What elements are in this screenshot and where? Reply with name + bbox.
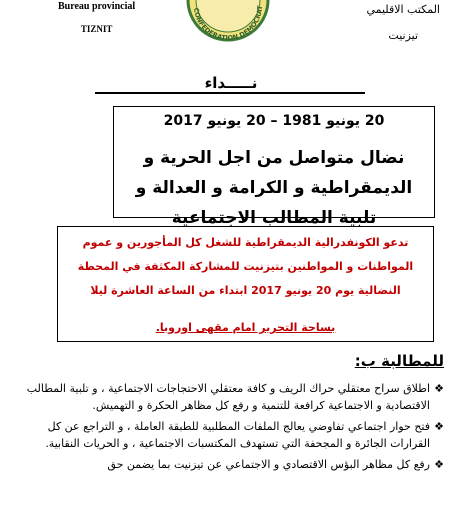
- city-name-latin: TIZNIT: [80, 24, 113, 34]
- call-title: نـــــداء: [204, 74, 258, 92]
- venue-text: بساحة التحرير امام مقهى اوروبا.: [155, 321, 336, 334]
- diamond-bullet-icon: ❖: [434, 382, 444, 395]
- title-underline: [95, 92, 365, 94]
- document-header: [0, 0, 462, 60]
- list-item: [12, 418, 444, 452]
- union-logo: [180, 0, 276, 42]
- diamond-bullet-icon: ❖: [434, 458, 444, 471]
- anniversary-dates: 20 يونيو 1981 – 20 يونيو 2017: [163, 113, 385, 129]
- demands-list: [12, 380, 444, 477]
- office-name-arabic: المكتب الاقليمي: [366, 3, 440, 16]
- invitation-text: تدعو الكونفدرالية الديمقراطية للشغل كل المأجورين و عموم المواطنات و المواطنين بتيزنيت للمشاركة المكثفة في المحطة النضالية يوم 20 يونيو 2017 ابتداء من الساعة العاشرة ليلا: [77, 236, 414, 297]
- office-arabic: [366, 2, 440, 44]
- demand-text: رفع كل مظاهر البؤس الاقتصادي و الاجتماعي عن تيزنيت بما يضمن حق: [107, 458, 430, 471]
- demands-heading: للمطالبة ب:: [354, 352, 444, 370]
- city-name-arabic: تيزنيت: [388, 29, 419, 42]
- demand-text: فتح حوار اجتماعي تفاوضي يعالج الملفات المطلبية للطبقة العاملة ، و التراجع عن كل القرارات الجائرة و المجحفة التي تستهدف المكتسبات الاجتماعية ، و الحريات النقابية.: [45, 420, 430, 450]
- list-item: [12, 380, 444, 414]
- diamond-bullet-icon: ❖: [434, 420, 444, 433]
- office-latin: [58, 0, 135, 35]
- invitation-box: [57, 226, 434, 342]
- list-item: [12, 456, 444, 473]
- demand-text: اطلاق سراح معتقلي حراك الريف و كافة معتقلي الاحتجاجات الاجتماعية ، و تلبية المطالب الاقتصادية و الاجتماعية كرافعة للتنمية و رفع كل مظاهر الحكرة و التهميش.: [26, 382, 430, 412]
- office-name-latin: Bureau provincial: [58, 1, 136, 12]
- logo-text: CONFEDERATION DEMOCRAT: [191, 5, 265, 42]
- anniversary-box: [113, 106, 435, 228]
- struggle-slogan: نضال متواصل من اجل الحرية و الديمقراطية و الكرامة و العدالة و تلبية المطالب الاجتماعية: [135, 148, 413, 228]
